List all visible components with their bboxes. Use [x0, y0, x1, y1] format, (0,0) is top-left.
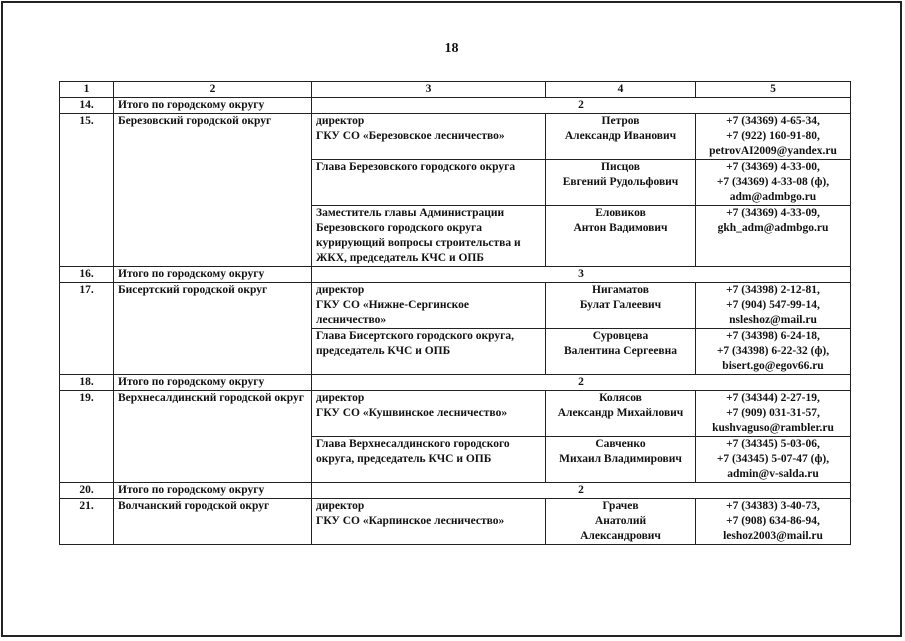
position-cell: [312, 160, 546, 206]
position-line: ГКУ СО «Нижне-Сергинское: [316, 299, 469, 311]
contact-line: +7 (909) 031-31-57,: [726, 407, 820, 419]
row-number: 18.: [60, 375, 114, 391]
contact-line: +7 (34369) 4-33-00,: [726, 161, 820, 173]
person-cell: [546, 206, 696, 267]
position-line: курирующий вопросы строительства и: [316, 237, 521, 249]
table-row: [60, 283, 851, 329]
total-row: [60, 98, 851, 114]
district-name: Волчанский городской округ: [114, 499, 312, 545]
document-page: [1, 1, 902, 637]
position-line: Глава Верхнесалдинского городского: [316, 438, 510, 450]
person-name-line: Грачев: [602, 500, 639, 512]
position-line: Глава Бисертского городского округа,: [316, 330, 514, 342]
person-name-line: Михаил Владимирович: [559, 453, 682, 465]
person-cell: [546, 437, 696, 483]
position-line: директор: [316, 392, 365, 404]
person-name-line: Петров: [601, 115, 640, 127]
contact-line: +7 (908) 634-86-94,: [726, 515, 820, 527]
table-header-row: [60, 82, 851, 98]
district-name: Итого по городскому округу: [114, 483, 312, 499]
contacts-cell: [696, 391, 851, 437]
row-number: 19.: [60, 391, 114, 483]
person-name-line: Евгений Рудольфович: [562, 176, 679, 188]
person-cell: [546, 160, 696, 206]
row-number: 20.: [60, 483, 114, 499]
position-line: округа, председатель КЧС и ОПБ: [316, 453, 492, 465]
contact-line: petrovAI2009@yandex.ru: [709, 145, 837, 157]
total-count: 3: [312, 267, 851, 283]
contact-line: +7 (34369) 4-33-08 (ф),: [716, 176, 830, 188]
district-name: Бисертский городской округ: [114, 283, 312, 375]
position-line: Заместитель главы Администрации: [316, 207, 505, 219]
contact-line: +7 (904) 547-99-14,: [726, 299, 820, 311]
contact-line: +7 (34383) 3-40-73,: [726, 500, 820, 512]
position-cell: [312, 391, 546, 437]
district-name: Итого по городскому округу: [114, 98, 312, 114]
position-line: Глава Березовского городского округа: [316, 161, 516, 173]
total-row: [60, 375, 851, 391]
total-count: 2: [312, 98, 851, 114]
contact-line: +7 (34398) 2-12-81,: [726, 284, 820, 296]
person-name-line: Александр Михайлович: [557, 407, 684, 419]
position-line: ГКУ СО «Кушвинское лесничество»: [316, 407, 508, 419]
contact-line: admin@v-salda.ru: [727, 468, 819, 480]
officials-table: [59, 81, 851, 545]
person-name-line: Писцов: [601, 161, 640, 173]
row-number: 17.: [60, 283, 114, 375]
person-name-line: Анатолий: [594, 515, 647, 527]
position-line: лесничество»: [316, 314, 387, 326]
position-line: директор: [316, 500, 365, 512]
contact-line: +7 (34398) 6-22-32 (ф),: [716, 345, 830, 357]
column-header: 2: [114, 82, 312, 98]
position-cell: [312, 437, 546, 483]
position-cell: [312, 206, 546, 267]
contact-line: nsleshoz@mail.ru: [729, 314, 817, 326]
contacts-cell: [696, 206, 851, 267]
position-line: Березовского городского округа: [316, 222, 483, 234]
person-name-line: Еловиков: [595, 207, 646, 219]
position-line: директор: [316, 284, 365, 296]
contact-line: +7 (922) 160-91-80,: [726, 130, 820, 142]
contacts-cell: [696, 114, 851, 160]
position-cell: [312, 283, 546, 329]
person-cell: [546, 283, 696, 329]
person-name-line: Александр Иванович: [564, 130, 677, 142]
contact-line: kushvaguso@rambler.ru: [712, 422, 834, 434]
contact-line: leshoz2003@mail.ru: [723, 530, 823, 542]
table-row: [60, 499, 851, 545]
contact-line: adm@admbgo.ru: [729, 191, 817, 203]
position-cell: [312, 114, 546, 160]
contact-line: gkh_adm@admbgo.ru: [717, 222, 829, 234]
person-cell: [546, 329, 696, 375]
row-number: 16.: [60, 267, 114, 283]
person-name-line: Антон Вадимович: [573, 222, 668, 234]
person-cell: [546, 391, 696, 437]
position-line: председатель КЧС и ОПБ: [316, 345, 451, 357]
position-line: ГКУ СО «Карпинское лесничество»: [316, 515, 505, 527]
contacts-cell: [696, 499, 851, 545]
person-name-line: Булат Галеевич: [579, 299, 662, 311]
contact-line: +7 (34398) 6-24-18,: [726, 330, 820, 342]
person-name-line: Валентина Сергеевна: [563, 345, 678, 357]
person-name-line: Савченко: [595, 438, 646, 450]
contact-line: +7 (34369) 4-65-34,: [726, 115, 820, 127]
district-name: Итого по городскому округу: [114, 375, 312, 391]
person-cell: [546, 499, 696, 545]
district-name: Итого по городскому округу: [114, 267, 312, 283]
table-row: [60, 391, 851, 437]
person-cell: [546, 114, 696, 160]
total-row: [60, 483, 851, 499]
contacts-cell: [696, 283, 851, 329]
column-header: 1: [60, 82, 114, 98]
column-header: 5: [696, 82, 851, 98]
page-number: 18: [444, 41, 459, 56]
total-row: [60, 267, 851, 283]
position-cell: [312, 499, 546, 545]
contact-line: +7 (34345) 5-07-47 (ф),: [716, 453, 830, 465]
row-number: 15.: [60, 114, 114, 267]
contact-line: +7 (34345) 5-03-06,: [726, 438, 820, 450]
contacts-cell: [696, 329, 851, 375]
table-body: [60, 98, 851, 545]
district-name: Березовский городской округ: [114, 114, 312, 267]
table-row: [60, 114, 851, 160]
person-name-line: Александрович: [580, 530, 661, 542]
person-name-line: Нигаматов: [592, 284, 649, 296]
contact-line: bisert.go@egov66.ru: [722, 360, 824, 372]
total-count: 2: [312, 375, 851, 391]
person-name-line: Колясов: [599, 392, 642, 404]
position-line: ГКУ СО «Березовское лесничество»: [316, 130, 505, 142]
district-name: Верхнесалдинский городской округ: [114, 391, 312, 483]
contacts-cell: [696, 437, 851, 483]
contacts-cell: [696, 160, 851, 206]
column-header: 3: [312, 82, 546, 98]
row-number: 14.: [60, 98, 114, 114]
total-count: 2: [312, 483, 851, 499]
position-line: ЖКХ, председатель КЧС и ОПБ: [316, 252, 484, 264]
contact-line: +7 (34344) 2-27-19,: [726, 392, 820, 404]
person-name-line: Суровцева: [592, 330, 649, 342]
row-number: 21.: [60, 499, 114, 545]
column-header: 4: [546, 82, 696, 98]
contact-line: +7 (34369) 4-33-09,: [726, 207, 820, 219]
position-line: директор: [316, 115, 365, 127]
position-cell: [312, 329, 546, 375]
